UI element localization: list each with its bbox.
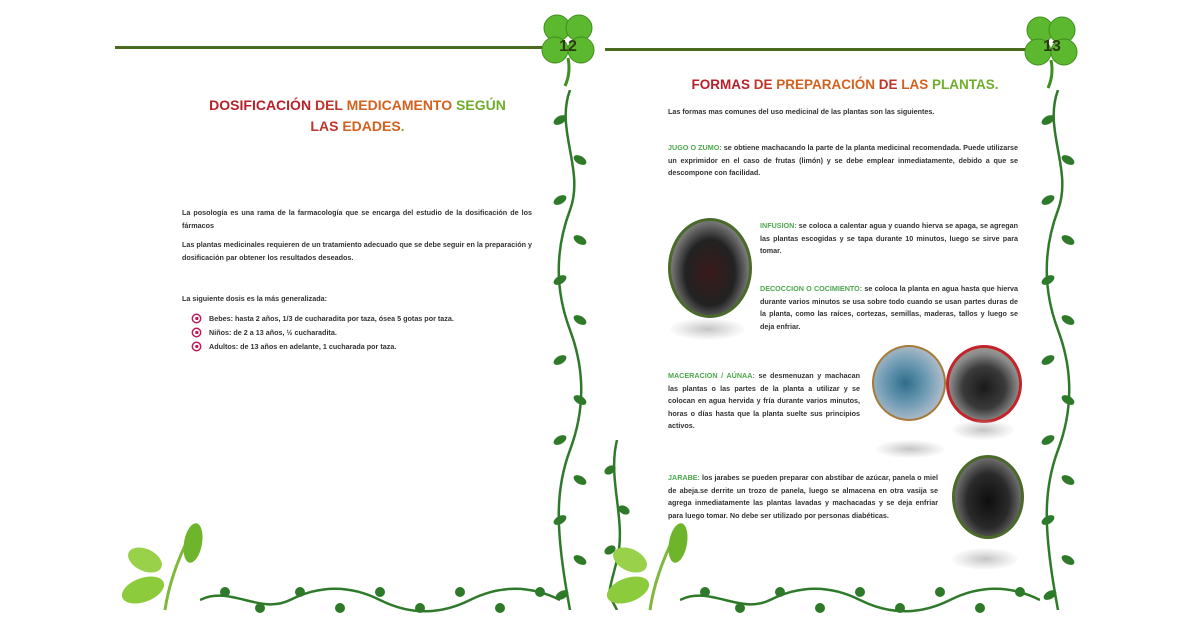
title-word: DE <box>753 77 777 92</box>
infusion-paragraph: INFUSION: se coloca a calentar agua y cuando hierva se apaga, se agregan las plantas escogidas y se tapa durante 10 minutos, luego se sirve para tomar. <box>760 221 1018 255</box>
page-title <box>660 74 1030 95</box>
title-word: EDADES <box>342 118 401 134</box>
jarabe-photo <box>952 455 1024 539</box>
dose-intro: La siguiente dosis es la más generalizada: <box>182 294 328 303</box>
title-word: FORMAS <box>691 77 754 92</box>
title-word: PLANTAS. <box>932 77 999 92</box>
jarabe-paragraph: JARABE: los jarabes se pueden preparar con abstibar de azúcar, panela o miel de abeja.se derrite un trozo de panela, luego se almacena en otra vasija se agrega inmediatamente las plantas lavadas y machacadas y se deja enfriar para luego tomar. No debe ser utilizado por personas diabéticas. <box>668 473 938 520</box>
photo-shadow <box>875 440 945 458</box>
dose-list <box>191 313 531 355</box>
header-line <box>115 46 547 49</box>
jarabe-label: JARABE: <box>668 473 700 482</box>
vine-border <box>1038 90 1078 610</box>
list-item: Adultos: de 13 años en adelante, 1 cucharada por taza. <box>191 341 531 353</box>
title-word: DE <box>878 77 902 92</box>
maceracion-photo <box>872 345 946 421</box>
list-item: Niños: de 2 a 13 años, ½ cucharadita. <box>191 327 531 339</box>
title-word: DEL <box>314 97 347 113</box>
decoccion-paragraph: DECOCCION O COCIMIENTO: se coloca la planta en agua hasta que hierva durante varios minutos se usa sobre todo cuando se usan partes duras de la planta, como las raíces, cortezas, semillas, maderas, tallos y luego se deja enfriar. <box>760 284 1018 331</box>
maceracion-pot-photo <box>946 345 1022 423</box>
maceracion-paragraph: MACERACION / AÚNAA: se desmenuzan y machacan las plantas o las partes de la planta a utilizar y se colocan en agua hervida y fría durante varios minutos, horas o días hasta que la planta suelte sus principios activos. <box>668 371 860 430</box>
right-page <box>600 0 1200 627</box>
vine-border <box>680 580 1040 620</box>
jugo-label: JUGO O ZUMO: <box>668 143 722 152</box>
bullet-swirl-icon <box>191 327 202 338</box>
infusion-label: INFUSION: <box>760 221 797 230</box>
paragraph-plantas: Las plantas medicinales requieren de un tratamiento adecuado que se debe seguir en la preparación y dosificación par obtener los resultados deseados. <box>182 240 532 262</box>
page-number: 12 <box>559 38 577 55</box>
vine-border <box>550 90 590 610</box>
photo-shadow <box>952 420 1014 440</box>
title-word: MEDICAMENTO <box>346 97 457 113</box>
title-word: . <box>400 118 405 134</box>
bullet-swirl-icon <box>191 341 202 352</box>
paragraph-posologia: La posología es una rama de la farmacología que se encarga del estudio de la dosificación de los fármacos <box>182 208 532 230</box>
page-title <box>170 95 545 137</box>
jugo-paragraph: JUGO O ZUMO: se obtiene machacando la parte de la planta medicinal recomendada. Puede utilizarse un exprimidor en el caso de frutas (limón) y se debe emplear inmediatamente, debido a que se descompone con facilidad. <box>668 143 1019 177</box>
title-word: LAS <box>901 77 933 92</box>
leaf-sprig <box>115 515 215 615</box>
maceracion-label: MACERACION / AÚNAA: <box>668 371 755 380</box>
decoccion-label: DECOCCION O COCIMIENTO: <box>760 284 863 293</box>
photo-shadow <box>670 318 745 340</box>
intro-paragraph: Las formas mas comunes del uso medicinal de las plantas son las siguientes. <box>668 107 935 116</box>
page-number: 13 <box>1043 38 1061 55</box>
photo-shadow <box>952 548 1018 570</box>
title-word: SEGÚN <box>456 97 506 113</box>
title-word: PREPARACIÓN <box>776 77 879 92</box>
vine-border <box>200 580 560 620</box>
infusion-photo <box>668 218 752 318</box>
bullet-swirl-icon <box>191 313 202 324</box>
list-item: Bebes: hasta 2 años, 1/3 de cucharadita por taza, ósea 5 gotas por taza. <box>191 313 531 325</box>
leaf-sprig <box>600 515 700 615</box>
title-word: DOSIFICACIÓN <box>209 97 315 113</box>
header-line <box>605 48 1025 51</box>
title-word: LAS <box>310 118 343 134</box>
